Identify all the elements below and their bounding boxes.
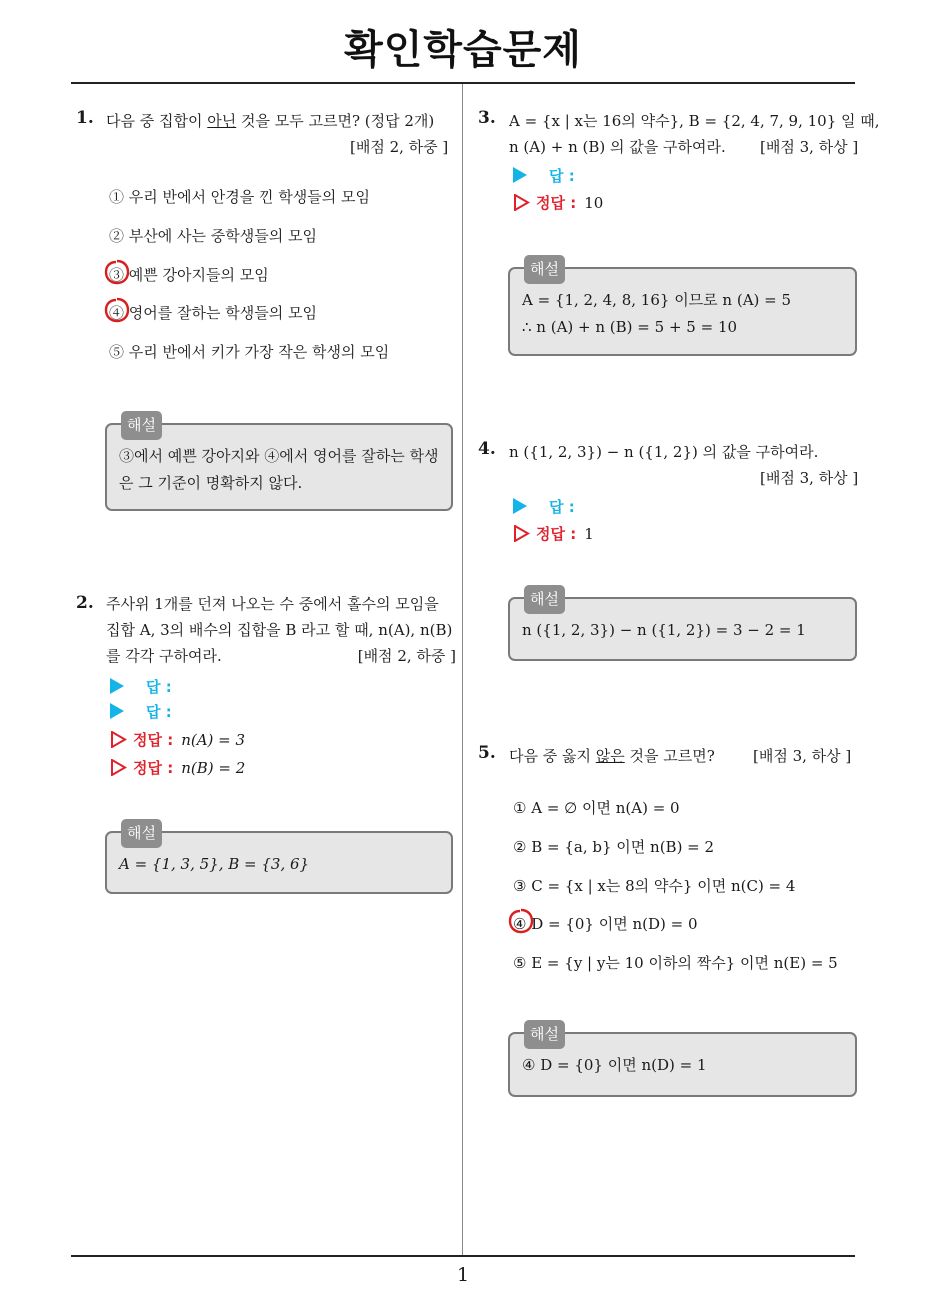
q3-correct-row: 정답 : 10	[513, 192, 603, 213]
question-1-meta: [배점 2, 하중 ]	[350, 138, 449, 156]
question-2-meta: [배점 2, 하중 ]	[357, 647, 456, 665]
q5-option-5[interactable]: ⑤ E = {y | y는 10 이하의 짝수} 이면 n(E) = 5	[513, 954, 838, 972]
explanation-tag: 해설	[121, 411, 162, 440]
explanation-line: n ({1, 2, 3}) − n ({1, 2}) = 3 − 2 = 1	[522, 621, 806, 639]
question-4-meta: [배점 3, 하상 ]	[760, 469, 859, 487]
page-title: 확인학습문제	[344, 27, 582, 73]
column-divider	[462, 84, 463, 1257]
play-triangle-icon	[110, 678, 124, 694]
question-5-number: 5.	[478, 743, 496, 763]
explanation-line: ④ D = {0} 이면 n(D) = 1	[522, 1056, 707, 1074]
play-triangle-icon	[110, 703, 124, 719]
question-2-text: 주사위 1개를 던져 나오는 수 중에서 홀수의 모임을 집합 A, 3의 배수의 집합을 B 라고 할 때, n(A), n(B) 를 각각 구하여라. [배점 2, 하중 ]	[106, 591, 456, 669]
q1-option-4[interactable]: ④ 영어를 잘하는 학생들의 모임	[109, 304, 317, 322]
header-rule	[71, 82, 855, 84]
answer-circle-mark-icon	[508, 908, 534, 934]
q1-option-3[interactable]: ③ 예쁜 강아지들의 모임	[109, 266, 269, 284]
explanation-line: 은 그 기준이 명확하지 않다.	[119, 474, 303, 492]
explanation-tag: 해설	[121, 819, 162, 848]
question-4-line-1: n ({1, 2, 3}) − n ({1, 2}) 의 값을 구하여라.	[509, 443, 819, 461]
q3-answer-row: 답 :	[513, 165, 575, 186]
q1-option-5[interactable]: ⑤ 우리 반에서 키가 가장 작은 학생의 모임	[109, 343, 390, 361]
question-1-text: 다음 중 집합이 아닌 것을 모두 고르면? (정답 2개)	[106, 112, 435, 130]
outline-triangle-icon	[513, 194, 530, 211]
answer-circle-mark-icon	[104, 259, 130, 285]
explanation-line: ∴ n (A) + n (B) = 5 + 5 = 10	[522, 318, 738, 336]
question-5-meta: [배점 3, 하상 ]	[753, 747, 852, 765]
q4-answer-row: 답 :	[513, 496, 575, 517]
outline-triangle-icon	[110, 759, 127, 776]
q4-explanation-box	[508, 590, 857, 661]
question-5-text: 다음 중 옳지 않은 것을 고르면?	[509, 747, 715, 765]
question-3-number: 3.	[478, 108, 496, 128]
q5-option-2[interactable]: ② B = {a, b} 이면 n(B) = 2	[513, 838, 715, 856]
question-3-line-2: n (A) + n (B) 의 값을 구하여라.	[509, 138, 726, 156]
question-3-line-1: A = {x | x는 16의 약수}, B = {2, 4, 7, 9, 10} 일 때,	[509, 112, 880, 130]
outline-triangle-icon	[513, 525, 530, 542]
q5-option-3[interactable]: ③ C = {x | x는 8의 약수} 이면 n(C) = 4	[513, 877, 796, 895]
q1-explanation-box	[105, 416, 453, 511]
explanation-line: A = {1, 3, 5}, B = {3, 6}	[119, 855, 310, 873]
footer-rule	[71, 1255, 855, 1257]
q2-correct-row-2: 정답 : n(B) = 2	[110, 757, 245, 778]
question-3-meta: [배점 3, 하상 ]	[760, 138, 859, 156]
question-1-number: 1.	[76, 108, 94, 128]
explanation-line: ③에서 예쁜 강아지와 ④에서 영어를 잘하는 학생	[119, 447, 439, 465]
q5-option-4[interactable]: ④ D = {0} 이면 n(D) = 0	[513, 915, 698, 933]
q1-option-2[interactable]: ② 부산에 사는 중학생들의 모임	[109, 227, 317, 245]
question-4-number: 4.	[478, 439, 496, 459]
explanation-line: A = {1, 2, 4, 8, 16} 이므로 n (A) = 5	[522, 291, 792, 309]
q5-option-1[interactable]: ① A = ∅ 이면 n(A) = 0	[513, 799, 680, 817]
q2-explanation-box	[105, 824, 453, 894]
outline-triangle-icon	[110, 731, 127, 748]
play-triangle-icon	[513, 167, 527, 183]
explanation-tag: 해설	[524, 255, 565, 284]
explanation-tag: 해설	[524, 585, 565, 614]
q2-correct-row-1: 정답 : n(A) = 3	[110, 729, 245, 750]
q2-answer-row-2: 답 :	[110, 701, 172, 722]
q3-explanation-box	[508, 260, 857, 356]
q1-option-1[interactable]: ① 우리 반에서 안경을 낀 학생들의 모임	[109, 188, 370, 206]
question-2-number: 2.	[76, 593, 94, 613]
page-number: 1	[456, 1264, 470, 1286]
explanation-tag: 해설	[524, 1020, 565, 1049]
q4-correct-row: 정답 : 1	[513, 523, 594, 544]
q5-explanation-box	[508, 1025, 857, 1097]
play-triangle-icon	[513, 498, 527, 514]
q2-answer-row-1: 답 :	[110, 676, 172, 697]
answer-circle-mark-icon	[104, 297, 130, 323]
